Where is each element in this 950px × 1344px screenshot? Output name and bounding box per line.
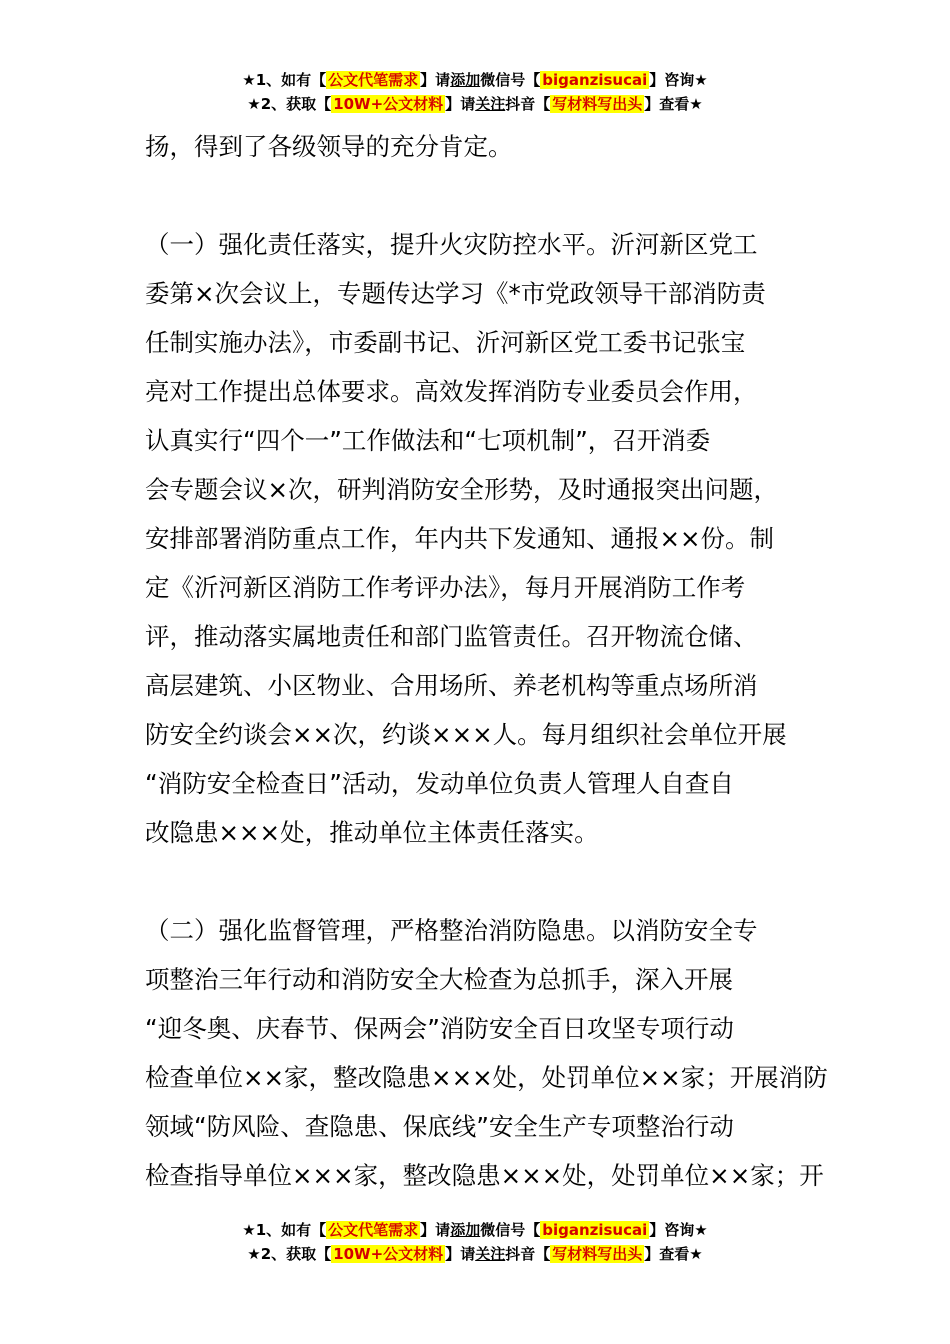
body-line: 任制实施办法》，市委副书记、沂河新区党工委书记张宝: [145, 328, 746, 357]
body-line: 改隐患×××处，推动单位主体责任落实。: [145, 818, 599, 847]
body-line: 委第×次会议上，专题传达学习《*市党政领导干部消防责: [145, 279, 766, 308]
highlight-wechat-id: biganzisucai: [542, 71, 648, 89]
highlight-douyin-account: 写材料写出头: [552, 1245, 643, 1263]
section-1-heading-line: （一）强化责任落实，提升火灾防控水平。沂河新区党工: [145, 230, 758, 259]
body-line: “迎冬奥、庆春节、保两会”消防安全百日攻坚专项行动: [145, 1014, 734, 1043]
highlight-service: 公文代笔需求: [328, 1221, 419, 1239]
highlight-douyin-account: 写材料写出头: [552, 95, 643, 113]
highlight-materials: 10W+公文材料: [333, 95, 444, 113]
body-line: 亮对工作提出总体要求。高效发挥消防专业委员会作用，: [145, 377, 758, 406]
highlight-wechat-id: biganzisucai: [542, 1221, 648, 1239]
document-body: [145, 122, 828, 1200]
body-line: 高层建筑、小区物业、合用场所、养老机构等重点场所消: [145, 671, 758, 700]
body-line: 防安全约谈会××次，约谈×××人。每月组织社会单位开展: [145, 720, 787, 749]
promo-banner-top: [0, 68, 950, 116]
body-line: 会专题会议×次，研判消防安全形势，及时通报突出问题，: [145, 475, 779, 504]
highlight-materials: 10W+公文材料: [333, 1245, 444, 1263]
highlight-service: 公文代笔需求: [328, 71, 419, 89]
body-line: 定《沂河新区消防工作考评办法》，每月开展消防工作考: [145, 573, 746, 602]
body-line: 认真实行“四个一”工作做法和“七项机制”，召开消委: [145, 426, 711, 455]
promo-line-1: ★1、如有【 公文代笔需求 】请添加微信号【 biganzisucai 】咨询★: [242, 71, 708, 89]
body-line: “消防安全检查日”活动，发动单位负责人管理人自查自: [145, 769, 734, 798]
promo-line-2: ★2、获取【 10W+公文材料 】请关注抖音【 写材料写出头 】查看★: [247, 1245, 703, 1263]
promo-line-1: ★1、如有【 公文代笔需求 】请添加微信号【 biganzisucai 】咨询★: [242, 1221, 708, 1239]
body-line: 检查指导单位×××家，整改隐患×××处，处罚单位××家；开: [145, 1161, 824, 1190]
body-line: 评，推动落实属地责任和部门监管责任。召开物流仓储、: [145, 622, 758, 651]
section-2-heading-line: （二）强化监督管理，严格整治消防隐患。以消防安全专: [145, 916, 758, 945]
body-line: 安排部署消防重点工作，年内共下发通知、通报××份。制: [145, 524, 775, 553]
promo-banner-bottom: [0, 1218, 950, 1266]
body-line: 领域“防风险、查隐患、保底线”安全生产专项整治行动: [145, 1112, 734, 1141]
promo-line-2: ★2、获取【 10W+公文材料 】请关注抖音【 写材料写出头 】查看★: [247, 95, 703, 113]
body-line: 项整治三年行动和消防安全大检查为总抓手，深入开展: [145, 965, 733, 994]
body-line: 检查单位××家，整改隐患×××处，处罚单位××家；开展消防: [145, 1063, 828, 1092]
body-line: 扬，得到了各级领导的充分肯定。: [145, 132, 513, 161]
